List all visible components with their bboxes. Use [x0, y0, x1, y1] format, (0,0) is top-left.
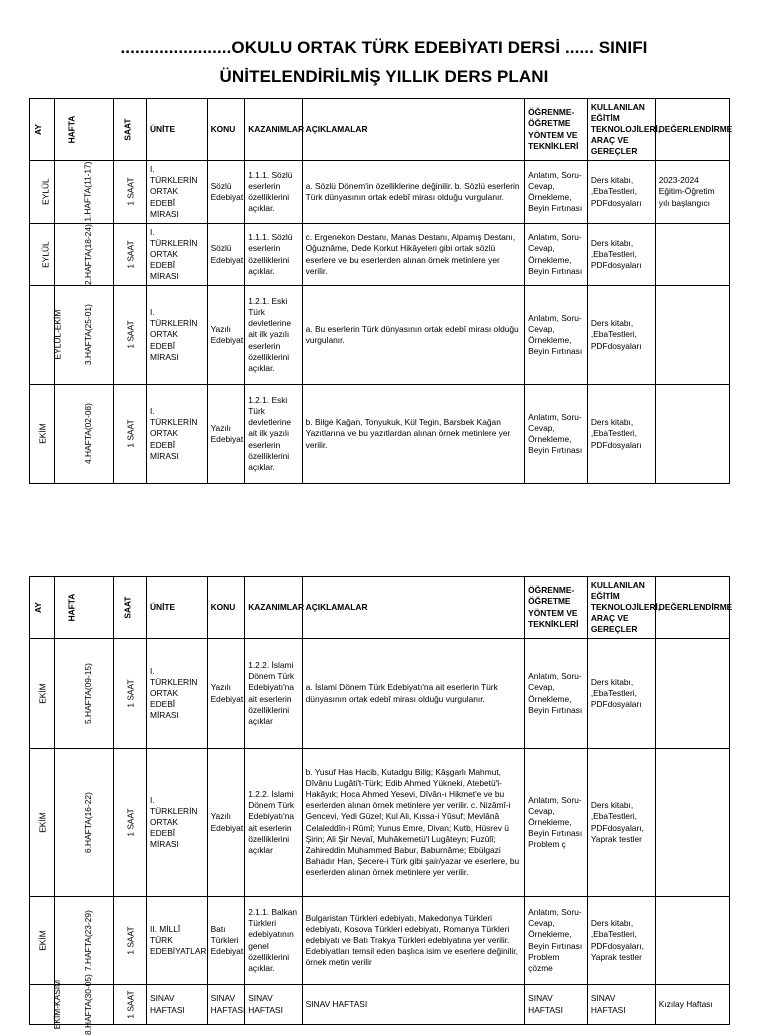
cell-teknoloji: Ders kitabı, ,EbaTestleri, PDFdosyaları, Yaprak testler [587, 749, 655, 897]
cell-unite: I. TÜRKLERİN ORTAK EDEBÎ MİRASI [146, 749, 207, 897]
cell-aciklama: a. İslami Dönem Türk Edebiyatı'na ait eserlerin Türk dünyasının ortak edebî mirası olduğu vurgulanır. [302, 639, 525, 749]
header-yontem: ÖĞRENME-ÖĞRETME YÖNTEM VE TEKNİKLERİ [525, 577, 588, 639]
cell-yontem: Anlatım, Soru-Cevap, Örnekleme, Beyin Fırtınası [525, 286, 588, 385]
cell-hafta: 3.HAFTA(25-01) [55, 286, 114, 385]
cell-saat: 1 SAAT [113, 161, 146, 224]
cell-kazanim: 2.1.1. Balkan Türkleri edebiyatının genel özelliklerini açıklar. [245, 897, 302, 985]
cell-saat: 1 SAAT [113, 897, 146, 985]
cell-konu: Yazılı Edebiyat [207, 385, 245, 484]
cell-unite: SINAV HAFTASI [146, 985, 207, 1025]
cell-degerlendirme [655, 385, 729, 484]
table-row [30, 639, 730, 749]
cell-ay: EKİM-KASIM [30, 985, 55, 1025]
cell-konu: Sözlü Edebiyat [207, 161, 245, 224]
cell-hafta: 6.HAFTA(16-22) [55, 749, 114, 897]
cell-degerlendirme [655, 897, 729, 985]
header-unite: ÜNİTE [146, 577, 207, 639]
header-unite: ÜNİTE [146, 99, 207, 161]
cell-unite: I. TÜRKLERİN ORTAK EDEBÎ MİRASI [146, 161, 207, 224]
cell-saat: 1 SAAT [113, 749, 146, 897]
header-hafta: HAFTA [55, 99, 114, 161]
table-header-row [30, 99, 730, 161]
table-row [30, 897, 730, 985]
cell-ay: EKİM [30, 639, 55, 749]
cell-yontem: Anlatım, Soru-Cevap, Örnekleme, Beyin Fırtınası Problem ç [525, 749, 588, 897]
table-row [30, 385, 730, 484]
cell-ay: EYLÜL [30, 161, 55, 224]
header-konu: KONU [207, 99, 245, 161]
cell-aciklama: b. Yusuf Has Hacib, Kutadgu Bilig; Kâşgarlı Mahmut, Dîvânu Lugâti't-Türk; Edib Ahmed Yükneki, Atebetü'l-Hakâyık; Hoca Ahmed Yesevi, Dîvân-ı Hikmet'e ve bu eserlerden alınan örnek metinlere yer verilir. c. Nizâmî-i Gencevi, Yedi Güzel; Kul Ali, Kıssa-i Yûsuf; Mevlânâ Celaleddîn-i Rûmî; Yunus Emre, Divan; Kutb, Hüsrev ü Şirin; Ali Şir Nevaî, Muhâkemetü'l Lugâteyn; Fuzûlî; Zahireddin Muhammed Babur, Baburnâme; Ebülgazi Bahadır Han, Şecere-i Türk gibi şair/yazar ve eserlere, bu eserlerden alınan örnek metinlere yer verilir. [302, 749, 525, 897]
table-row [30, 749, 730, 897]
cell-konu: Batı Türkleri Edebiyatı [207, 897, 245, 985]
cell-aciklama: a. Bu eserlerin Türk dünyasının ortak edebî mirası olduğu vurgulanır. [302, 286, 525, 385]
cell-kazanim: 1.2.2. İslami Dönem Türk Edebiyatı'na ait eserlerin özelliklerini açıklar [245, 639, 302, 749]
cell-yontem: Anlatım, Soru-Cevap, Örnekleme, Beyin Fırtınası [525, 385, 588, 484]
cell-hafta: 5.HAFTA(09-15) [55, 639, 114, 749]
cell-teknoloji: Ders kitabı, ,EbaTestleri, PDFdosyaları [587, 286, 655, 385]
cell-yontem: Anlatım, Soru-Cevap, Örnekleme, Beyin Fırtınası [525, 224, 588, 286]
cell-konu: Sözlü Edebiyat [207, 224, 245, 286]
header-saat: SAAT [113, 99, 146, 161]
cell-ay: EYLÜL [30, 224, 55, 286]
document-title-line-2: ÜNİTELENDİRİLMİŞ YILLIK DERS PLANI [219, 67, 549, 86]
cell-degerlendirme [655, 224, 729, 286]
cell-teknoloji: SINAV HAFTASI [587, 985, 655, 1025]
header-ay: AY [30, 99, 55, 161]
cell-aciklama: b. Bilge Kağan, Tonyukuk, Kül Tegin, Barsbek Kağan Yazıtlarına ve bu yazıtlardan alınan örnek metinlere yer verilir. [302, 385, 525, 484]
cell-hafta: 1.HAFTA(11-17) [55, 161, 114, 224]
cell-konu: Yazılı Edebiyat [207, 639, 245, 749]
header-aciklamalar: AÇIKLAMALAR [302, 577, 525, 639]
cell-teknoloji: Ders kitabı, ,EbaTestleri, PDFdosyaları, Yaprak testler [587, 897, 655, 985]
cell-ay: EKİM [30, 897, 55, 985]
table-header-row [30, 577, 730, 639]
cell-aciklama: a. Sözlü Dönem'in özelliklerine değinilir. b. Sözlü eserlerin Türk dünyasının ortak edebî mirası olduğu vurgulanır. [302, 161, 525, 224]
header-kazanimlar: KAZANIMLAR [245, 99, 302, 161]
cell-saat: 1 SAAT [113, 224, 146, 286]
cell-teknoloji: Ders kitabı, ,EbaTestleri, PDFdosyaları [587, 161, 655, 224]
lesson-plan-table-1 [29, 98, 733, 484]
header-kazanimlar: KAZANIMLAR [245, 577, 302, 639]
cell-kazanim: 1.1.1. Sözlü eserlerin özelliklerini açıklar. [245, 224, 302, 286]
cell-teknoloji: Ders kitabı, ,EbaTestleri, PDFdosyaları [587, 639, 655, 749]
cell-konu: Yazılı Edebiyat [207, 749, 245, 897]
cell-aciklama: Bulgaristan Türkleri edebiyatı, Makedonya Türkleri edebiyatı, Kosova Türkleri edebiyatı, Romanya Türkleri edebiyatı ve Batı Trakya Türkleri edebiyatına yer verilir. Edebiyatları temsil eden başlıca isim ve eserlere değinilir, örnek metin verilir [302, 897, 525, 985]
header-yontem: ÖĞRENME-ÖĞRETME YÖNTEM VE TEKNİKLERİ [525, 99, 588, 161]
cell-degerlendirme: Kızılay Haftası [655, 985, 729, 1025]
cell-ay: EKİM [30, 749, 55, 897]
cell-teknoloji: Ders kitabı, ,EbaTestleri, PDFdosyaları [587, 224, 655, 286]
cell-unite: I. TÜRKLERİN ORTAK EDEBÎ MİRASI [146, 639, 207, 749]
cell-unite: I. TÜRKLERİN ORTAK EDEBÎ MİRASI [146, 385, 207, 484]
cell-degerlendirme: 2023-2024 Eğitim-Öğretim yılı başlangıcı [655, 161, 729, 224]
cell-unite: I. TÜRKLERİN ORTAK EDEBÎ MİRASI [146, 224, 207, 286]
cell-teknoloji: Ders kitabı, ,EbaTestleri, PDFdosyaları [587, 385, 655, 484]
cell-degerlendirme [655, 749, 729, 897]
cell-yontem: Anlatım, Soru-Cevap, Örnekleme, Beyin Fırtınası Problem çözme [525, 897, 588, 985]
header-teknoloji: KULLANILAN EĞİTİM TEKNOLOJİLERİ, ARAÇ VE GEREÇLER [587, 577, 655, 639]
cell-kazanim: SINAV HAFTASI [245, 985, 302, 1025]
cell-kazanim: 1.2.1. Eski Türk devletlerine ait ilk yazılı eserlerin özelliklerini açıklar. [245, 385, 302, 484]
cell-konu: SINAV HAFTASI [207, 985, 245, 1025]
header-ay: AY [30, 577, 55, 639]
cell-unite: I. TÜRKLERİN ORTAK EDEBÎ MİRASI [146, 286, 207, 385]
cell-aciklama: c. Ergenekon Destanı, Manas Destanı, Alpamış Destanı, Oğuznâme, Dede Korkut Hikâyeleri gibi ortak sözlü eserlere ve bu eserlerden alınan örnek metinlere yer verilir. [302, 224, 525, 286]
table-row [30, 985, 730, 1025]
cell-ay: EKİM [30, 385, 55, 484]
header-aciklamalar: AÇIKLAMALAR [302, 99, 525, 161]
table-row [30, 224, 730, 286]
cell-konu: Yazılı Edebiyat [207, 286, 245, 385]
cell-yontem: Anlatım, Soru-Cevap, Örnekleme, Beyin Fırtınası [525, 161, 588, 224]
cell-ay: EYLÜL-EKİM [30, 286, 55, 385]
cell-unite: II. MİLLÎ TÜRK EDEBİYATLARI [146, 897, 207, 985]
cell-hafta: 4.HAFTA(02-08) [55, 385, 114, 484]
lesson-plan-table-2 [29, 576, 733, 1035]
cell-degerlendirme [655, 639, 729, 749]
cell-hafta: 8.HAFTA(30-05) [55, 985, 114, 1025]
cell-kazanim: 1.1.1. Sözlü eserlerin özelliklerini açıklar. [245, 161, 302, 224]
header-konu: KONU [207, 577, 245, 639]
cell-yontem: SINAV HAFTASI [525, 985, 588, 1025]
cell-kazanim: 1.2.1. Eski Türk devletlerine ait ilk yazılı eserlerin özelliklerini açıklar. [245, 286, 302, 385]
header-teknoloji: KULLANILAN EĞİTİM TEKNOLOJİLERİ, ARAÇ VE GEREÇLER [587, 99, 655, 161]
cell-kazanim: 1.2.2. İslami Dönem Türk Edebiyatı'na ait eserlerin özelliklerini açıklar [245, 749, 302, 897]
cell-hafta: 7.HAFTA(23-29) [55, 897, 114, 985]
cell-saat: 1 SAAT [113, 639, 146, 749]
cell-degerlendirme [655, 286, 729, 385]
cell-saat: 1 SAAT [113, 985, 146, 1025]
table-row [30, 286, 730, 385]
cell-hafta: 2.HAFTA(18-24) [55, 224, 114, 286]
header-degerlendirme: DEĞERLENDİRME [655, 577, 729, 639]
cell-saat: 1 SAAT [113, 385, 146, 484]
cell-saat: 1 SAAT [113, 286, 146, 385]
table-row [30, 161, 730, 224]
header-hafta: HAFTA [55, 577, 114, 639]
cell-yontem: Anlatım, Soru-Cevap, Örnekleme, Beyin Fırtınası [525, 639, 588, 749]
header-degerlendirme: DEĞERLENDİRME [655, 99, 729, 161]
cell-aciklama: SINAV HAFTASI [302, 985, 525, 1025]
document-title-line-1: .......................OKULU ORTAK TÜRK EDEBİYATI DERSİ ...... SINIFI [120, 38, 648, 57]
header-saat: SAAT [113, 577, 146, 639]
